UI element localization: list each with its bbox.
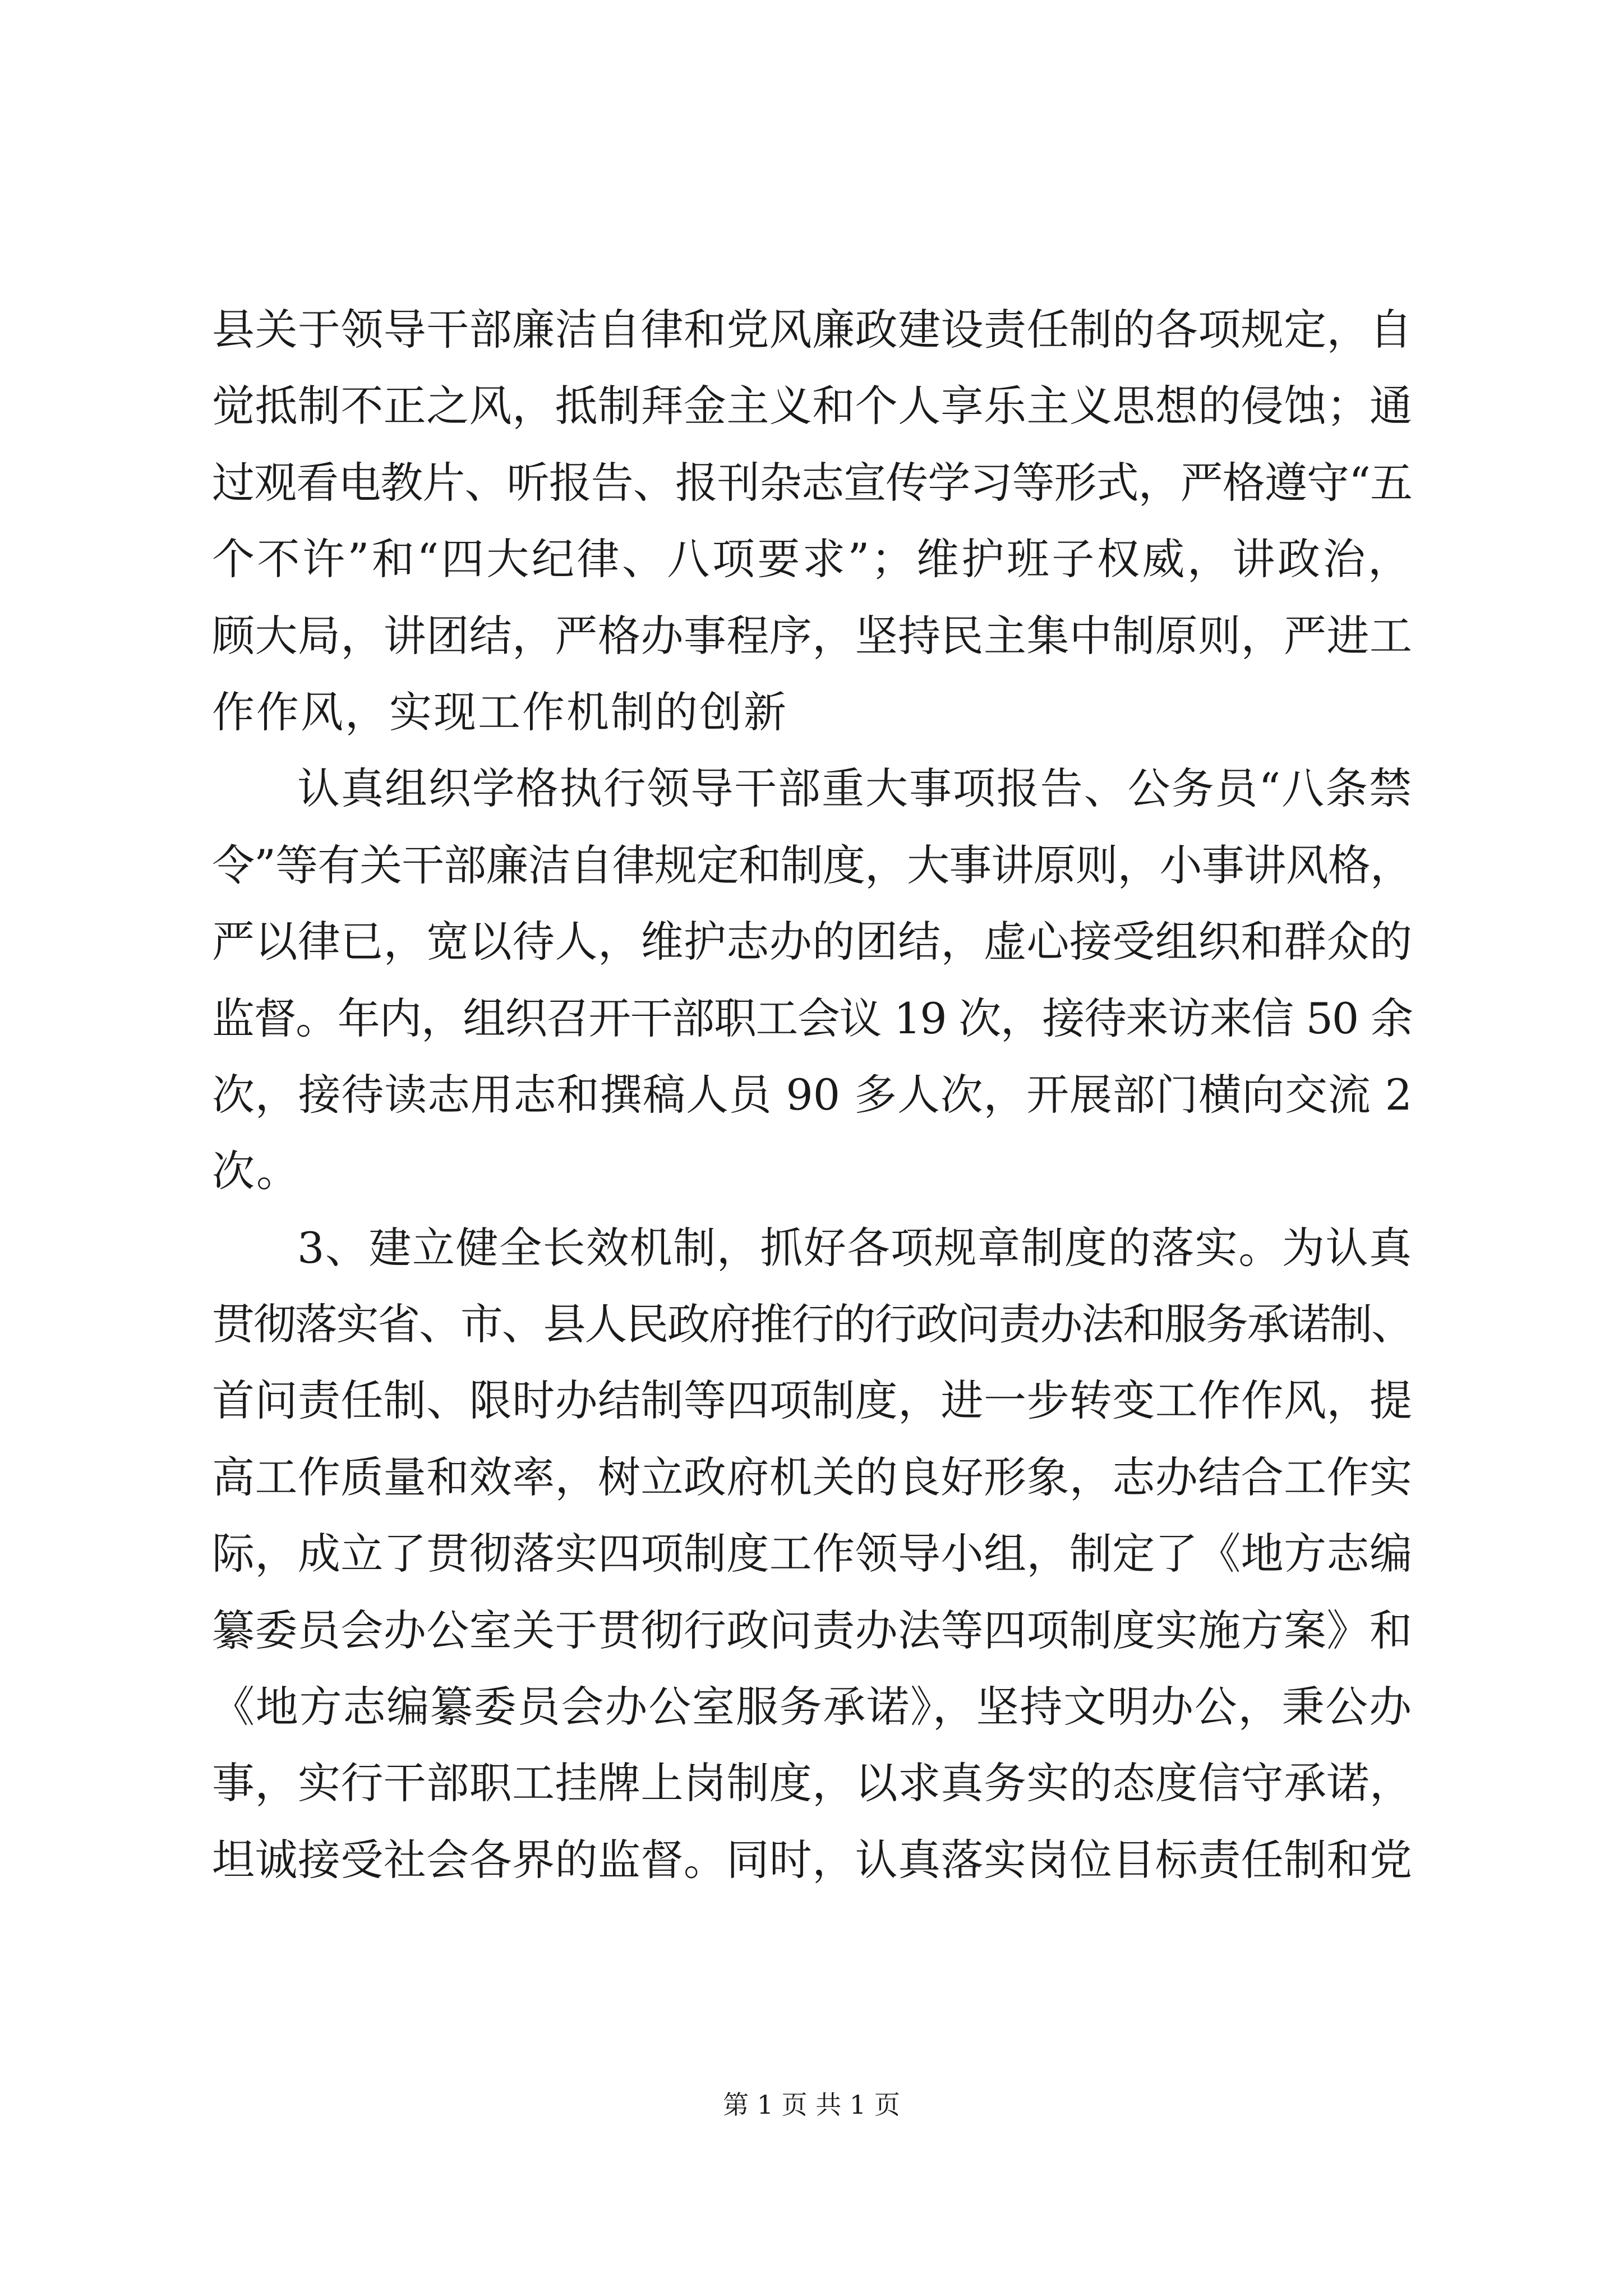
- text-line: 际，成立了贯彻落实四项制度工作领导小组，制定了《地方志编: [212, 1529, 1412, 1579]
- text-line: 首问责任制、限时办结制等四项制度，进一步转变工作作风，提: [212, 1375, 1412, 1426]
- page-footer: [0, 2088, 1623, 2122]
- page-number-label: 第 1 页 共 1 页: [723, 2090, 900, 2120]
- text-line: 令”等有关干部廉洁自律规定和制度，大事讲原则，小事讲风格，: [212, 840, 1412, 890]
- text-line: 个不许”和“四大纪律、八项要求”；维护班子权威，讲政治，: [212, 534, 1412, 585]
- document-body: [212, 292, 1412, 1898]
- text-line: 次，接待读志用志和撰稿人员 90 多人次，开展部门横向交流 2: [212, 1069, 1412, 1120]
- text-line: 作作风，实现工作机制的创新: [212, 687, 788, 737]
- text-line: 严以律已，宽以待人，维护志办的团结，虚心接受组织和群众的: [212, 917, 1412, 967]
- text-line: 纂委员会办公室关于贯彻行政问责办法等四项制度实施方案》和: [212, 1605, 1412, 1655]
- text-line: 《地方志编纂委员会办公室服务承诺》，坚持文明办公，秉公办: [212, 1682, 1412, 1732]
- text-line: 事，实行干部职工挂牌上岗制度，以求真务实的态度信守承诺，: [212, 1758, 1412, 1809]
- text-line: 贯彻落实省、市、县人民政府推行的行政问责办法和服务承诺制、: [212, 1299, 1412, 1350]
- text-line: 过观看电教片、听报告、报刊杂志宣传学习等形式，严格遵守“五: [212, 457, 1412, 508]
- text-line: 监督。年内，组织召开干部职工会议 19 次，接待来访来信 50 余: [212, 993, 1412, 1043]
- text-line: 觉抵制不正之风，抵制拜金主义和个人享乐主义思想的侵蚀；通: [212, 381, 1412, 431]
- text-line: 顾大局，讲团结，严格办事程序，坚持民主集中制原则，严进工: [212, 610, 1412, 661]
- text-line: 次。: [212, 1146, 301, 1197]
- text-line: 县关于领导干部廉洁自律和党风廉政建设责任制的各项规定，自: [212, 305, 1412, 355]
- paragraph-first-line: 3、建立健全长效机制，抓好各项规章制度的落实。为认真: [297, 1222, 1412, 1273]
- text-line: 高工作质量和效率，树立政府机关的良好形象，志办结合工作实: [212, 1452, 1412, 1502]
- text-line: 坦诚接受社会各界的监督。同时，认真落实岗位目标责任制和党: [212, 1834, 1412, 1885]
- paragraph-first-line: 认真组织学格执行领导干部重大事项报告、公务员“八条禁: [297, 763, 1412, 814]
